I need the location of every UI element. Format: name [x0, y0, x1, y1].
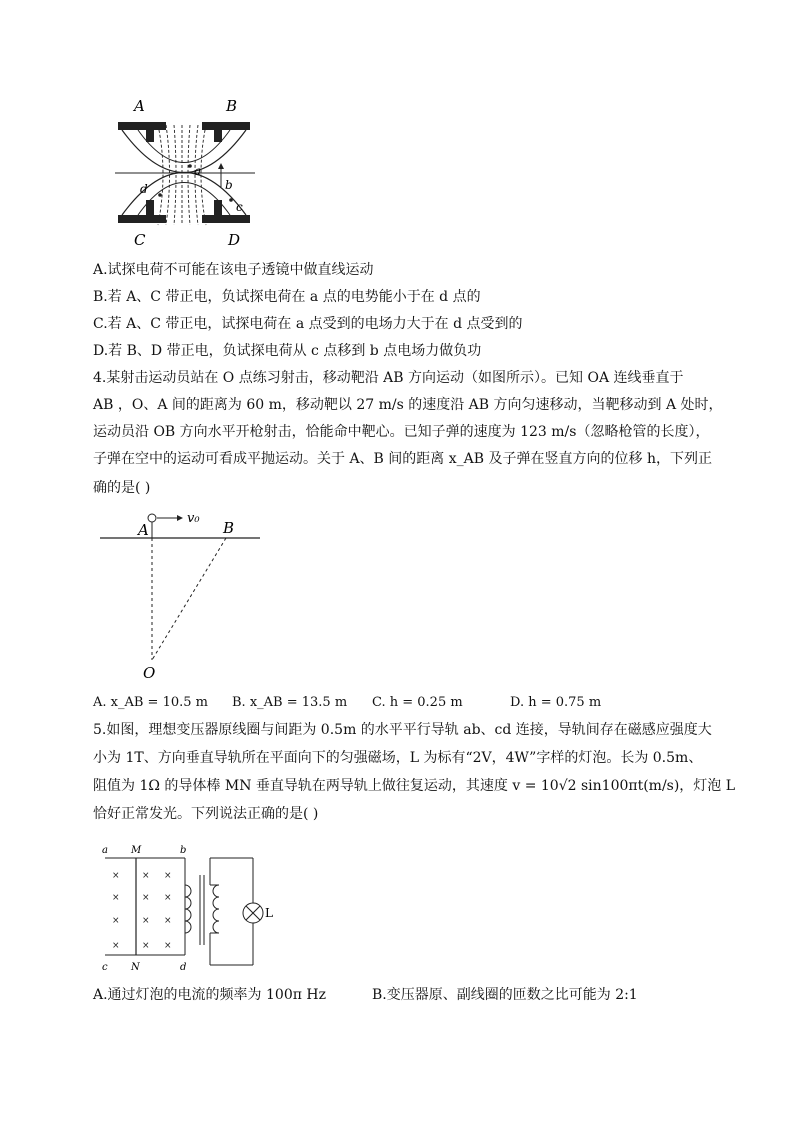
q3-option-d: D.若 B、D 带正电，负试探电荷从 c 点移到 b 点电场力做负功 [93, 343, 482, 359]
q5-stem-line: 小为 1T、方向垂直导轨所在平面向下的匀强磁场，L 为标有“2V，4W”字样的灯泡。长为 0.5m、 [93, 750, 703, 766]
q4-option-d: D. h = 0.75 m [510, 695, 602, 710]
label-L: L [265, 906, 273, 920]
label-A: A [134, 97, 145, 115]
q3-option-b: B.若 A、C 带正电，负试探电荷在 a 点的电势能小于在 d 点的 [93, 289, 481, 305]
svg-text:×: × [112, 916, 120, 926]
q5-stem-line: 5.如图，理想变压器原线圈与间距为 0.5m 的水平平行导轨 ab、cd 连接，导轨间存在磁感应强度大 [93, 722, 712, 738]
label-M: M [131, 845, 142, 856]
label-a: a [194, 164, 202, 178]
svg-text:×: × [164, 871, 172, 881]
label-B: B [226, 97, 238, 115]
label-A: A [138, 521, 149, 539]
label-b: b [225, 178, 233, 192]
svg-text:×: × [142, 916, 150, 926]
q3-option-a: A.试探电荷不可能在该电子透镜中做直线运动 [93, 262, 374, 278]
label-d: d [180, 962, 187, 973]
magnetic-field-marks [112, 871, 172, 951]
label-O: O [143, 664, 156, 682]
q4-stem-line: 子弹在空中的运动可看成平抛运动。关于 A、B 间的距离 x_AB 及子弹在竖直方向的位移 h，下列正 [93, 451, 712, 467]
svg-text:×: × [164, 941, 172, 951]
q4-stem-line: AB ，O、A 间的距离为 60 m，移动靶以 27 m/s 的速度沿 AB 方向匀速移动，当靶移动到 A 处时， [93, 397, 723, 413]
svg-text:×: × [164, 916, 172, 926]
q5-stem-line: 恰好正常发光。下列说法正确的是( ) [93, 806, 319, 822]
label-c: c [236, 200, 243, 214]
q4-option-b: B. x_AB = 13.5 m [232, 695, 348, 710]
q5-option-a: A.通过灯泡的电流的频率为 100π Hz [93, 987, 326, 1003]
q4-stem-line: 4.某射击运动员站在 O 点练习射击，移动靶沿 AB 方向运动（如图所示）。已知 OA 连线垂直于 [93, 370, 684, 386]
label-C: C [134, 231, 146, 249]
label-D: D [228, 231, 241, 249]
transformer-figure [100, 840, 290, 980]
svg-text:×: × [112, 941, 120, 951]
q3-option-c: C.若 A、C 带正电，试探电荷在 a 点受到的电场力大于在 d 点受到的 [93, 316, 523, 332]
q4-stem-line: 确的是( ) [93, 480, 151, 496]
label-c: c [102, 962, 108, 973]
label-v0: v₀ [187, 511, 200, 526]
electron-lens-figure [110, 95, 270, 255]
label-a: a [102, 845, 108, 856]
q4-option-c: C. h = 0.25 m [372, 695, 463, 710]
label-B: B [223, 519, 235, 537]
svg-text:×: × [142, 871, 150, 881]
svg-text:×: × [164, 893, 172, 903]
q4-stem-line: 运动员沿 OB 方向水平开枪射击，恰能命中靶心。已知子弹的速度为 123 m/s（忽略枪管的长度）， [93, 424, 710, 440]
label-d: d [140, 182, 148, 196]
svg-text:×: × [142, 941, 150, 951]
q5-option-b: B.变压器原、副线圈的匝数之比可能为 2:1 [372, 987, 638, 1003]
svg-text:×: × [112, 893, 120, 903]
svg-text:×: × [142, 893, 150, 903]
shooting-figure [95, 505, 275, 685]
label-b: b [180, 845, 187, 856]
q5-stem-line: 阻值为 1Ω 的导体棒 MN 垂直导轨在两导轨上做往复运动，其速度 v = 10√2 sin100πt(m/s)，灯泡 L [93, 778, 736, 794]
q4-option-a: A. x_AB = 10.5 m [93, 695, 208, 710]
svg-text:×: × [112, 871, 120, 881]
label-N: N [131, 962, 140, 973]
